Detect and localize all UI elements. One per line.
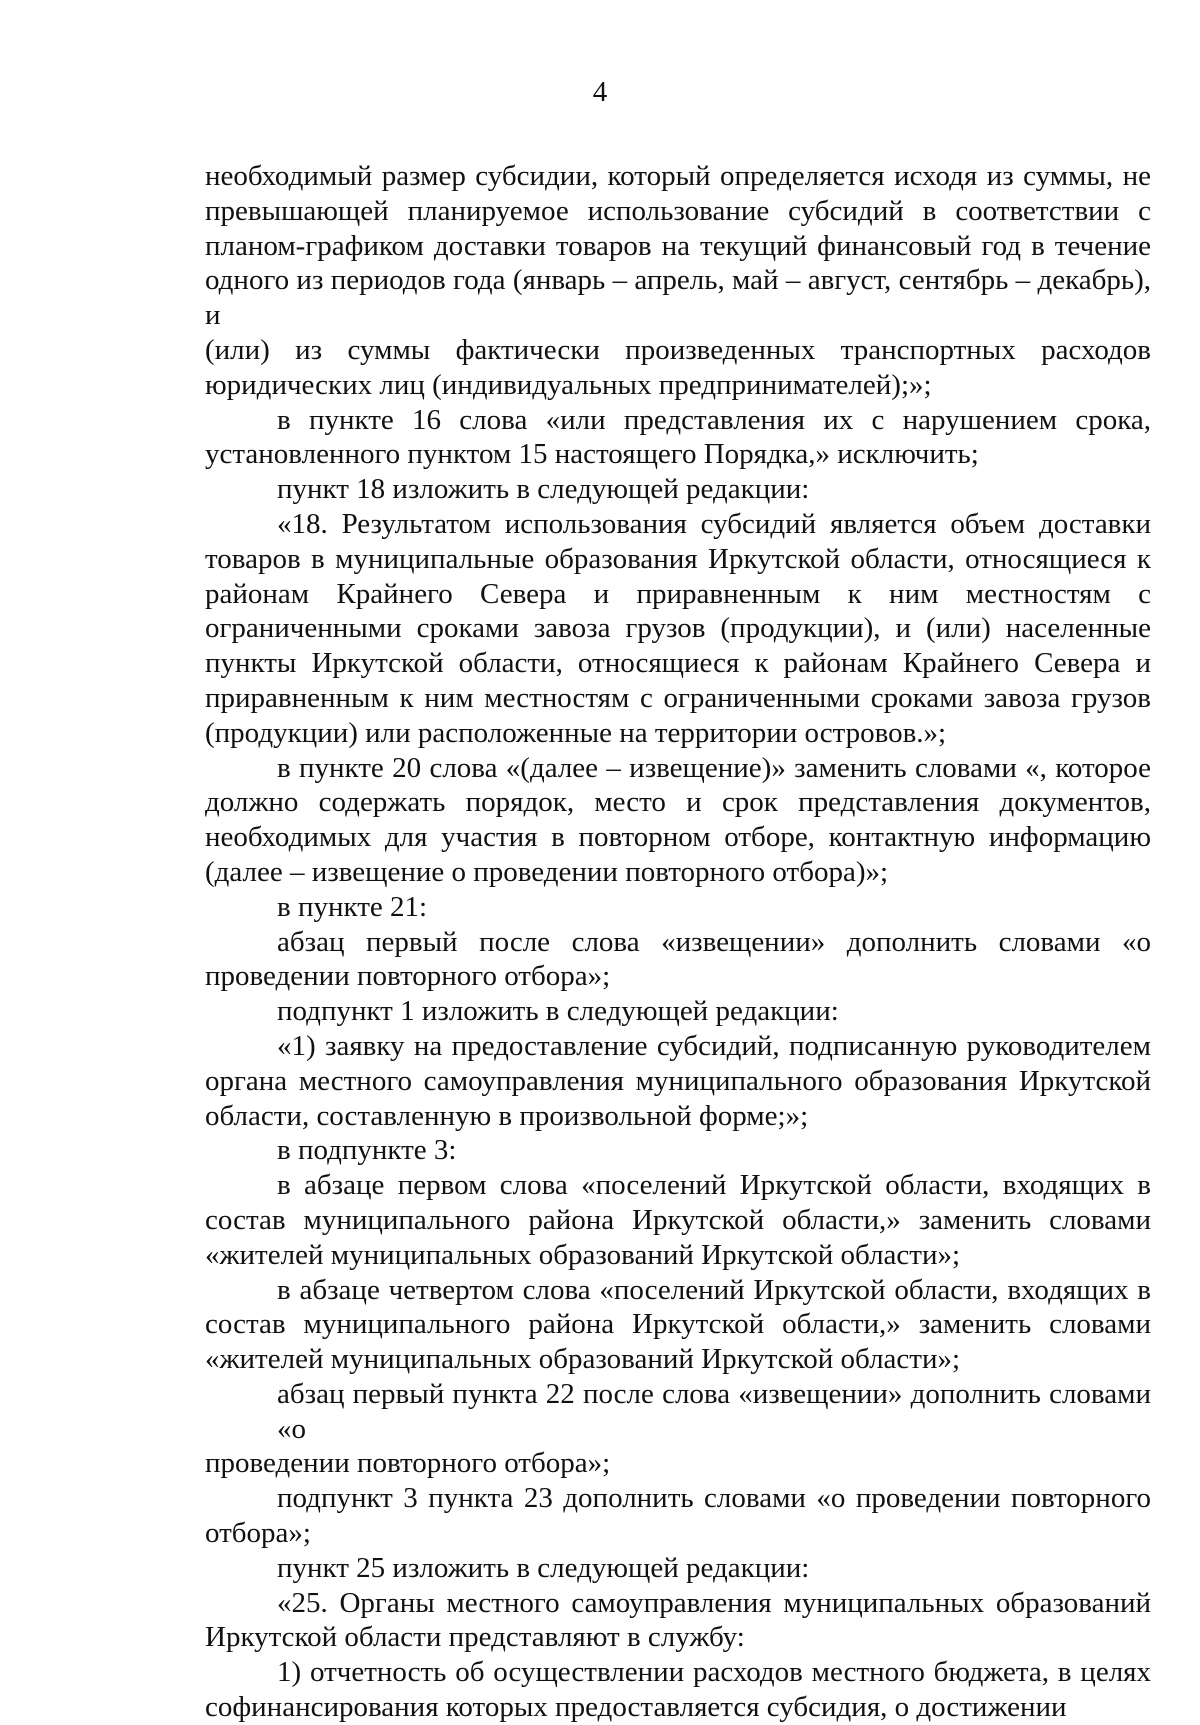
paragraph — [205, 1481, 1151, 1551]
text-line: подпункт 1 изложить в следующей редакции: — [277, 995, 839, 1028]
text-line: «жителей муниципальных образований Иркутской области»; — [205, 1238, 961, 1271]
text-line: в абзаце четвертом слова «поселений Иркутской области, входящих в — [277, 1273, 1151, 1306]
text-line: абзац первый после слова «извещении» дополнить словами «о — [277, 925, 1151, 958]
text-line: приравненным к ним местностям с ограниченными сроками завоза грузов — [205, 681, 1151, 714]
text-line: в абзаце первом слова «поселений Иркутской области, входящих в — [277, 1169, 1151, 1202]
paragraph — [205, 507, 1151, 751]
paragraph — [205, 925, 1151, 995]
text-line: пункт 18 изложить в следующей редакции: — [277, 473, 810, 506]
text-line: одного из периодов года (январь – апрель, май – август, сентябрь – декабрь), и — [205, 264, 1151, 332]
text-line: софинансирования которых предоставляется субсидия, о достижении — [205, 1691, 1067, 1724]
text-line: проведении повторного отбора»; — [205, 1447, 611, 1480]
text-line: отбора»; — [205, 1517, 311, 1550]
text-line: товаров в муниципальные образования Иркутской области, относящиеся к — [205, 542, 1151, 575]
text-line: проведении повторного отбора»; — [205, 960, 611, 993]
text-line: превышающей планируемое использование субсидий в соответствии с — [205, 194, 1151, 227]
text-line: пункты Иркутской области, относящиеся к районам Крайнего Севера и — [205, 647, 1151, 680]
text-line: ограниченными сроками завоза грузов (продукции), и (или) населенные — [205, 612, 1151, 645]
text-line: (или) из суммы фактически произведенных транспортных расходов — [205, 333, 1151, 366]
text-line: «18. Результатом использования субсидий является объем доставки — [277, 507, 1151, 540]
text-line: в пункте 21: — [277, 890, 428, 923]
text-line: Иркутской области представляют в службу: — [205, 1621, 745, 1654]
paragraph — [205, 159, 1151, 403]
paragraph — [205, 1586, 1151, 1656]
text-line: в пункте 20 слова «(далее – извещение)» заменить словами «, которое — [277, 751, 1151, 784]
paragraph — [205, 890, 1151, 925]
paragraph — [205, 1133, 1151, 1168]
text-line: районам Крайнего Севера и приравненным к ним местностям с — [205, 577, 1151, 610]
text-line: «1) заявку на предоставление субсидий, подписанную руководителем — [277, 1029, 1151, 1062]
paragraph — [205, 1551, 1151, 1586]
text-line: необходимых для участия в повторном отборе, контактную информацию — [205, 821, 1151, 854]
text-line: состав муниципального района Иркутской области,» заменить словами — [205, 1203, 1151, 1236]
text-line: в подпункте 3: — [277, 1134, 457, 1167]
text-line: в пункте 16 слова «или представления их с нарушением срока, — [277, 403, 1151, 436]
text-line: планом-графиком доставки товаров на текущий финансовый год в течение — [205, 229, 1151, 262]
text-line: необходимый размер субсидии, который определяется исходя из суммы, не — [205, 160, 1151, 192]
text-line: (далее – извещение о проведении повторного отбора)»; — [205, 855, 889, 888]
text-line: пункт 25 изложить в следующей редакции: — [277, 1551, 810, 1584]
text-line: должно содержать порядок, место и срок представления документов, — [205, 786, 1151, 819]
text-line: подпункт 3 пункта 23 дополнить словами «о проведении повторного — [277, 1482, 1151, 1515]
text-line: органа местного самоуправления муниципального образования Иркутской — [205, 1064, 1151, 1097]
document-body — [205, 159, 1151, 1725]
paragraph — [205, 994, 1151, 1029]
paragraph — [205, 1029, 1151, 1133]
page-number: 4 — [592, 76, 608, 108]
text-line: области, составленную в произвольной форме;»; — [205, 1099, 809, 1132]
text-line: состав муниципального района Иркутской области,» заменить словами — [205, 1308, 1151, 1341]
text-line: абзац первый пункта 22 после слова «извещении» дополнить словами «о — [277, 1377, 1151, 1445]
text-line: «25. Органы местного самоуправления муниципальных образований — [277, 1586, 1151, 1619]
paragraph — [205, 472, 1151, 507]
paragraph — [205, 403, 1151, 473]
paragraph — [205, 1377, 1151, 1481]
text-line: (продукции) или расположенные на территории островов.»; — [205, 716, 947, 749]
paragraph — [205, 1273, 1151, 1377]
paragraph — [205, 1168, 1151, 1272]
text-line: «жителей муниципальных образований Иркутской области»; — [205, 1343, 961, 1376]
paragraph — [205, 751, 1151, 890]
paragraph — [205, 1655, 1151, 1725]
text-line: юридических лиц (индивидуальных предпринимателей);»; — [205, 368, 932, 401]
text-line: установленного пунктом 15 настоящего Порядка,» исключить; — [205, 438, 979, 471]
text-line: 1) отчетность об осуществлении расходов местного бюджета, в целях — [277, 1656, 1151, 1689]
